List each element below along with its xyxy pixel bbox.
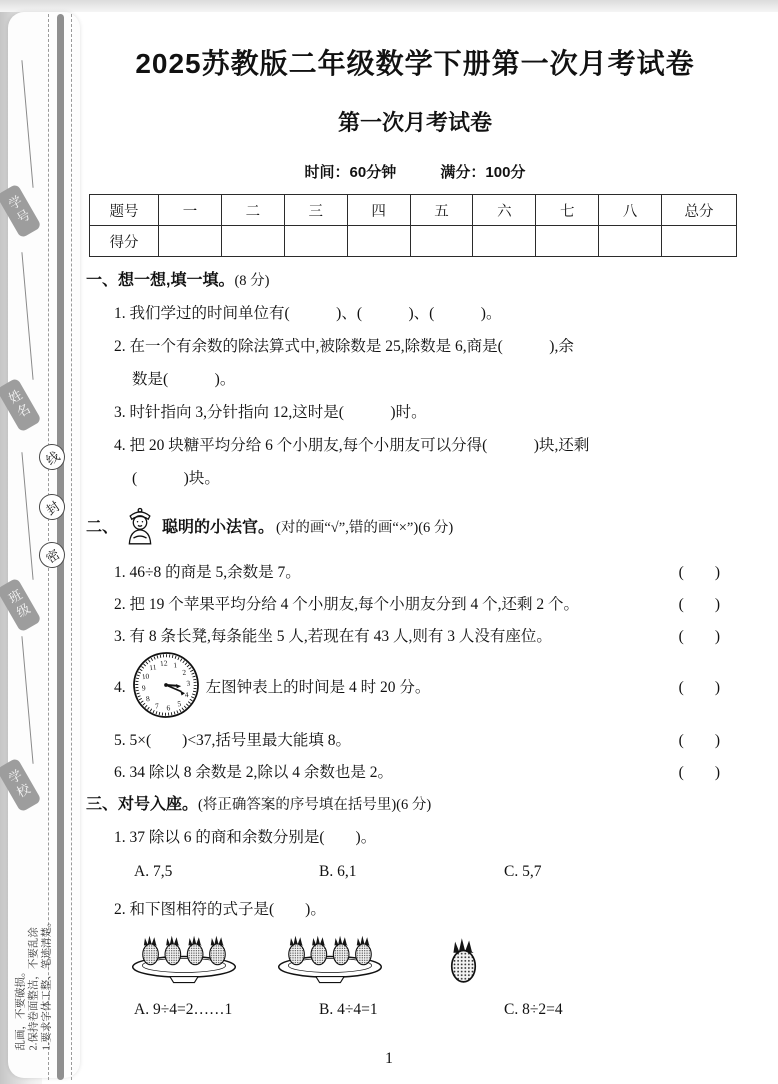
answer-bracket: ( ) xyxy=(678,564,720,581)
clock-number: 10 xyxy=(140,671,150,682)
section2-title: 聪明的小法官。 xyxy=(162,519,275,536)
score-header-cell: 题号 xyxy=(90,195,159,226)
s2-q6-row xyxy=(114,763,720,783)
score-cell-empty xyxy=(221,226,284,257)
student-number-label: 学号 xyxy=(0,183,42,238)
answer-bracket: ( ) xyxy=(678,732,720,749)
page-number: 1 xyxy=(385,1050,393,1067)
main-column xyxy=(84,0,746,1022)
pineapple-icon xyxy=(450,936,477,989)
s1-q2-line1: 2. 在一个有余数的除法算式中,被除数是 25,除数是 6,商是( ),余 xyxy=(114,338,574,355)
section1-title: 一、想一想,填一填。 xyxy=(86,272,235,289)
section1-points: (8 分) xyxy=(234,273,270,289)
clock-number: 12 xyxy=(159,658,168,669)
clock-number: 11 xyxy=(148,662,157,673)
s3-q2-options xyxy=(84,1000,746,1022)
s1-q3: 3. 时针指向 3,分针指向 12,这时是( )时。 xyxy=(114,404,427,421)
page-subtitle: 第一次月考试卷 xyxy=(337,110,492,135)
score-header-cell: 七 xyxy=(536,195,599,226)
note-line: 乱画，不要破损。 xyxy=(15,966,27,1051)
clock-number: 8 xyxy=(145,694,150,704)
note-line: 1.要求字体工整、笔迹清楚。 xyxy=(41,916,53,1051)
full-score: 满分：100分 xyxy=(440,164,526,181)
answer-bracket: ( ) xyxy=(678,764,720,781)
score-table xyxy=(89,194,737,257)
class-label: 班级 xyxy=(0,577,42,632)
seal-char-line: 线 xyxy=(34,439,70,475)
s2-q4: 左图钟表上的时间是 4 时 20 分。 xyxy=(205,679,431,696)
s2-q1: 1. 46÷8 的商是 5,余数是 7。 xyxy=(114,564,301,581)
score-header-cell: 六 xyxy=(473,195,536,226)
s1-q1: 1. 我们学过的时间单位有( )、( )、( )。 xyxy=(114,305,502,322)
score-header-cell: 四 xyxy=(347,195,410,226)
s1-q2-line2: 数是( )。 xyxy=(132,371,236,388)
section1-heading xyxy=(86,271,746,291)
school-label: 学校 xyxy=(0,757,42,812)
s2-q2-row xyxy=(114,595,720,615)
questions-content xyxy=(84,271,746,1022)
seal-dashed-line-right xyxy=(71,14,72,1080)
score-cell-empty xyxy=(473,226,536,257)
answer-bracket: ( ) xyxy=(678,628,720,645)
s3-q2: 2. 和下图相符的式子是( )。 xyxy=(114,901,326,918)
pineapple-plate-icon xyxy=(274,932,386,993)
section2-number: 二、 xyxy=(86,519,119,536)
option-b: B. 4÷4=1 xyxy=(319,1001,378,1018)
student-name-label: 姓名 xyxy=(0,377,42,432)
s2-q6: 6. 34 除以 8 余数是 2,除以 4 余数也是 2。 xyxy=(114,764,394,781)
score-cell-empty xyxy=(284,226,347,257)
score-cell-empty xyxy=(536,226,599,257)
pineapple-plate-icon xyxy=(128,932,240,993)
score-header-cell: 二 xyxy=(221,195,284,226)
clock-number: 4 xyxy=(183,690,189,700)
note-line: 2.保持卷面整洁，不要乱涂 xyxy=(28,927,40,1051)
clock-number: 2 xyxy=(181,667,187,678)
score-header-cell: 八 xyxy=(599,195,662,226)
clock-number: 7 xyxy=(154,701,159,711)
s2-q4-row xyxy=(114,651,720,725)
s2-q5: 5. 5×( )<37,括号里最大能填 8。 xyxy=(114,732,352,749)
section3-note: (将正确答案的序号填在括号里)(6 分) xyxy=(198,797,432,813)
option-a: A. 9÷4=2……1 xyxy=(134,1001,233,1018)
option-c: C. 8÷2=4 xyxy=(504,1001,563,1018)
option-a: A. 7,5 xyxy=(134,863,173,880)
section2-heading xyxy=(86,505,746,551)
score-header-cell: 三 xyxy=(284,195,347,226)
s2-q1-row xyxy=(114,563,720,583)
option-c: C. 5,7 xyxy=(504,863,542,880)
s2-q3: 3. 有 8 条长凳,每条能坐 5 人,若现在有 43 人,则有 3 人没有座位。 xyxy=(114,628,552,645)
clock-number: 6 xyxy=(165,703,171,713)
s2-q3-row xyxy=(114,627,720,647)
score-table-score-row xyxy=(90,226,737,257)
score-cell-empty xyxy=(410,226,473,257)
clock-number: 9 xyxy=(141,683,146,693)
clock-number: 3 xyxy=(185,678,191,688)
answer-bracket: ( ) xyxy=(678,679,720,696)
score-cell-empty xyxy=(599,226,662,257)
answer-bracket: ( ) xyxy=(678,596,720,613)
score-cell-empty xyxy=(159,226,222,257)
s2-q2: 2. 把 19 个苹果平均分给 4 个小朋友,每个小朋友分到 4 个,还剩 2 个。 xyxy=(114,596,580,613)
clock-number: 5 xyxy=(176,698,182,709)
s2-q4-number: 4. xyxy=(114,679,126,696)
paper-care-notes xyxy=(15,879,54,1051)
s1-q4-line2: ( )块。 xyxy=(132,470,220,487)
score-header-cell: 五 xyxy=(410,195,473,226)
seal-char-feng: 封 xyxy=(34,489,70,525)
page-title: 2025苏教版二年级数学下册第一次月考试卷 xyxy=(135,48,695,79)
score-header-cell: 总分 xyxy=(662,195,737,226)
section3-title: 三、对号入座。 xyxy=(86,796,199,813)
score-cell-empty xyxy=(662,226,737,257)
judge-icon xyxy=(122,505,158,551)
score-cell-empty xyxy=(347,226,410,257)
clock-number: 1 xyxy=(172,660,178,670)
score-header-cell: 一 xyxy=(159,195,222,226)
time-limit: 时间：60分钟 xyxy=(304,164,397,181)
s1-q4-line1: 4. 把 20 块糖平均分给 6 个小朋友,每个小朋友可以分得( )块,还剩 xyxy=(114,437,590,454)
s3-q2-figure xyxy=(84,930,746,994)
s2-q5-row xyxy=(114,731,720,751)
seal-char-mi: 密 xyxy=(34,537,70,573)
exam-info-line xyxy=(84,161,746,182)
option-b: B. 6,1 xyxy=(319,863,357,880)
s3-q1-options xyxy=(84,862,746,884)
section3-heading xyxy=(86,795,746,815)
clock-icon xyxy=(132,651,200,725)
s3-q1: 1. 37 除以 6 的商和余数分别是( )。 xyxy=(114,829,377,846)
section2-note: (对的画“√”,错的画“×”)(6 分) xyxy=(276,520,454,536)
score-table-header-row xyxy=(90,195,737,226)
score-row-label: 得分 xyxy=(90,226,159,257)
